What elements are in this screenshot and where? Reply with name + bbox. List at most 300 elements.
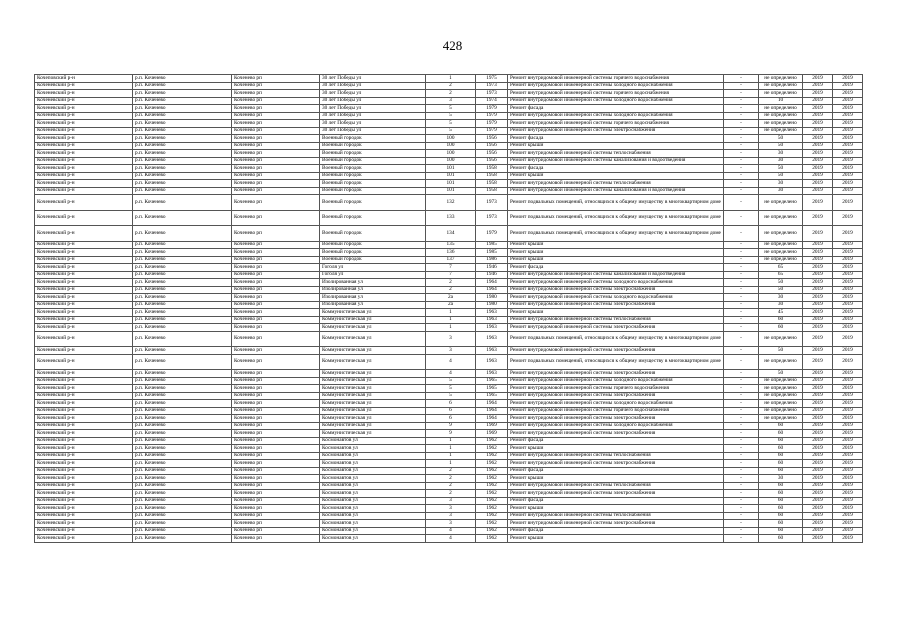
district-cell: Коченевский р-н (35, 490, 133, 498)
settlement-cell: р.п. Коченево (133, 112, 232, 120)
end-year-cell: 2019 (833, 271, 863, 279)
work-type-cell: Ремонт крыши (508, 505, 724, 513)
house-number-cell: 101 (426, 187, 476, 195)
work-type-cell: Ремонт крыши (508, 172, 724, 180)
district-cell: Коченевский р-н (35, 482, 133, 490)
work-type-cell: Ремонт внутридомовой инженерной системы электроснабжения (508, 415, 724, 423)
end-year-cell: 2019 (833, 497, 863, 505)
street-cell: Коммунистическая ул (320, 392, 426, 400)
end-year-cell: 2019 (833, 482, 863, 490)
locality-cell: Коченево рп (232, 180, 320, 188)
settlement-cell: р.п. Коченево (133, 210, 232, 226)
dash-cell: - (724, 324, 759, 332)
table-row (35, 294, 863, 302)
locality-cell: Коченево рп (232, 512, 320, 520)
locality-cell: Коченево рп (232, 354, 320, 370)
table-row (35, 249, 863, 257)
table-row (35, 150, 863, 158)
build-year-cell: 1963 (476, 309, 508, 317)
table-row (35, 120, 863, 128)
house-number-cell: 3 (426, 97, 476, 105)
table-row (35, 241, 863, 249)
street-cell: 30 лет Победы ул (320, 82, 426, 90)
start-year-cell: 2019 (803, 316, 833, 324)
settlement-cell: р.п. Коченево (133, 187, 232, 195)
end-year-cell: 2019 (833, 157, 863, 165)
house-number-cell: 5 (426, 127, 476, 135)
build-year-cell: 1962 (476, 460, 508, 468)
district-cell: Коченевский р-н (35, 157, 133, 165)
house-number-cell: 3 (426, 331, 476, 347)
table-row (35, 105, 863, 113)
district-cell: Коченевский р-н (35, 165, 133, 173)
cost-cell: 60 (759, 497, 803, 505)
table-row (35, 354, 863, 370)
work-type-cell: Ремонт внутридомовой инженерной системы холодного водоснабжения (508, 377, 724, 385)
district-cell: Коченевский р-н (35, 324, 133, 332)
end-year-cell: 2019 (833, 180, 863, 188)
work-type-cell: Ремонт крыши (508, 475, 724, 483)
locality-cell: Коченево рп (232, 482, 320, 490)
settlement-cell: р.п. Коченево (133, 120, 232, 128)
street-cell: Космонавтов ул (320, 475, 426, 483)
work-type-cell: Ремонт крыши (508, 142, 724, 150)
street-cell: Коммунистическая ул (320, 324, 426, 332)
street-cell: Космонавтов ул (320, 527, 426, 535)
start-year-cell: 2019 (803, 331, 833, 347)
start-year-cell: 2019 (803, 475, 833, 483)
start-year-cell: 2019 (803, 309, 833, 317)
work-type-cell: Ремонт подвальных помещений, относящихся к общему имуществу в многоквартирном доме (508, 195, 724, 211)
house-number-cell: 7 (426, 271, 476, 279)
dash-cell: - (724, 512, 759, 520)
house-number-cell: 2 (426, 286, 476, 294)
street-cell: Космонавтов ул (320, 437, 426, 445)
cost-cell: не определено (759, 392, 803, 400)
dash-cell: - (724, 520, 759, 528)
settlement-cell: р.п. Коченево (133, 512, 232, 520)
street-cell: Военный городок (320, 249, 426, 257)
cost-cell: не определено (759, 195, 803, 211)
build-year-cell: 1946 (476, 264, 508, 272)
work-type-cell: Ремонт крыши (508, 309, 724, 317)
cost-cell: 60 (759, 316, 803, 324)
table-row (35, 452, 863, 460)
work-type-cell: Ремонт внутридомовой инженерной системы электроснабжения (508, 430, 724, 438)
start-year-cell: 2019 (803, 407, 833, 415)
house-number-cell: 101 (426, 165, 476, 173)
work-type-cell: Ремонт внутридомовой инженерной системы горячего водоснабжения (508, 385, 724, 393)
build-year-cell: 1963 (476, 324, 508, 332)
cost-cell: не определено (759, 331, 803, 347)
start-year-cell: 2019 (803, 90, 833, 98)
street-cell: 30 лет Победы ул (320, 97, 426, 105)
table-row (35, 430, 863, 438)
settlement-cell: р.п. Коченево (133, 165, 232, 173)
build-year-cell: 1963 (476, 331, 508, 347)
dash-cell: - (724, 241, 759, 249)
house-number-cell: 7 (426, 264, 476, 272)
dash-cell: - (724, 392, 759, 400)
work-type-cell: Ремонт внутридомовой инженерной системы холодного водоснабжения (508, 400, 724, 408)
cost-cell: не определено (759, 226, 803, 242)
district-cell: Коченевский р-н (35, 309, 133, 317)
locality-cell: Коченево рп (232, 187, 320, 195)
table-row (35, 210, 863, 226)
start-year-cell: 2019 (803, 120, 833, 128)
cost-cell: 60 (759, 482, 803, 490)
table-row (35, 187, 863, 195)
district-cell: Коченевский р-н (35, 241, 133, 249)
table-row (35, 535, 863, 543)
end-year-cell: 2019 (833, 324, 863, 332)
house-number-cell: 1 (426, 452, 476, 460)
start-year-cell: 2019 (803, 400, 833, 408)
start-year-cell: 2019 (803, 535, 833, 543)
locality-cell: Коченево рп (232, 165, 320, 173)
table-row (35, 527, 863, 535)
street-cell: Космонавтов ул (320, 520, 426, 528)
dash-cell: - (724, 467, 759, 475)
cost-cell: 60 (759, 452, 803, 460)
settlement-cell: р.п. Коченево (133, 180, 232, 188)
cost-cell: 65 (759, 271, 803, 279)
cost-cell: 60 (759, 512, 803, 520)
district-cell: Коченевский р-н (35, 97, 133, 105)
district-cell: Коченевский р-н (35, 120, 133, 128)
dash-cell: - (724, 407, 759, 415)
dash-cell: - (724, 301, 759, 309)
house-number-cell: 100 (426, 135, 476, 143)
table-row (35, 324, 863, 332)
street-cell: Военный городок (320, 165, 426, 173)
cost-cell: 50 (759, 135, 803, 143)
start-year-cell: 2019 (803, 482, 833, 490)
district-cell: Коченевский р-н (35, 527, 133, 535)
dash-cell: - (724, 482, 759, 490)
build-year-cell: 1979 (476, 112, 508, 120)
street-cell: Коммунистическая ул (320, 331, 426, 347)
district-cell: Коченевский р-н (35, 226, 133, 242)
locality-cell: Коченево рп (232, 157, 320, 165)
street-cell: Космонавтов ул (320, 505, 426, 513)
work-type-cell: Ремонт внутридомовой инженерной системы горячего водоснабжения (508, 75, 724, 83)
start-year-cell: 2019 (803, 165, 833, 173)
end-year-cell: 2019 (833, 279, 863, 287)
start-year-cell: 2019 (803, 520, 833, 528)
street-cell: Коммунистическая ул (320, 415, 426, 423)
work-type-cell: Ремонт фасада (508, 437, 724, 445)
table-row (35, 482, 863, 490)
locality-cell: Коченево рп (232, 452, 320, 460)
dash-cell: - (724, 309, 759, 317)
work-type-cell: Ремонт внутридомовой инженерной системы канализования и водоотведения (508, 271, 724, 279)
dash-cell: - (724, 527, 759, 535)
table-row (35, 271, 863, 279)
dash-cell: - (724, 316, 759, 324)
work-type-cell: Ремонт внутридомовой инженерной системы электроснабжения (508, 460, 724, 468)
settlement-cell: р.п. Коченево (133, 354, 232, 370)
dash-cell: - (724, 400, 759, 408)
build-year-cell: 1962 (476, 512, 508, 520)
end-year-cell: 2019 (833, 82, 863, 90)
locality-cell: Коченево рп (232, 415, 320, 423)
table-row (35, 135, 863, 143)
street-cell: Космонавтов ул (320, 535, 426, 543)
locality-cell: Коченево рп (232, 422, 320, 430)
end-year-cell: 2019 (833, 400, 863, 408)
district-cell: Коченевский р-н (35, 460, 133, 468)
district-cell: Коченевский р-н (35, 112, 133, 120)
settlement-cell: р.п. Коченево (133, 301, 232, 309)
start-year-cell: 2019 (803, 210, 833, 226)
start-year-cell: 2019 (803, 377, 833, 385)
end-year-cell: 2019 (833, 75, 863, 83)
street-cell: Коммунистическая ул (320, 347, 426, 355)
table-row (35, 279, 863, 287)
build-year-cell: 1964 (476, 279, 508, 287)
cost-cell: не определено (759, 120, 803, 128)
locality-cell: Коченево рп (232, 127, 320, 135)
start-year-cell: 2019 (803, 392, 833, 400)
locality-cell: Коченево рп (232, 535, 320, 543)
house-number-cell: 1 (426, 316, 476, 324)
work-type-cell: Ремонт подвальных помещений, относящихся к общему имуществу в многоквартирном доме (508, 331, 724, 347)
street-cell: Коммунистическая ул (320, 400, 426, 408)
work-type-cell: Ремонт внутридомовой инженерной системы холодного водоснабжения (508, 97, 724, 105)
end-year-cell: 2019 (833, 226, 863, 242)
street-cell: Коммунистическая ул (320, 385, 426, 393)
build-year-cell: 1962 (476, 490, 508, 498)
work-type-cell: Ремонт внутридомовой инженерной системы электроснабжения (508, 520, 724, 528)
dash-cell: - (724, 271, 759, 279)
start-year-cell: 2019 (803, 226, 833, 242)
settlement-cell: р.п. Коченево (133, 127, 232, 135)
dash-cell: - (724, 105, 759, 113)
dash-cell: - (724, 210, 759, 226)
cost-cell: 65 (759, 264, 803, 272)
cost-cell: 30 (759, 157, 803, 165)
work-type-cell: Ремонт внутридомовой инженерной системы электроснабжения (508, 347, 724, 355)
end-year-cell: 2019 (833, 505, 863, 513)
build-year-cell: 1962 (476, 520, 508, 528)
build-year-cell: 1963 (476, 316, 508, 324)
dash-cell: - (724, 445, 759, 453)
end-year-cell: 2019 (833, 385, 863, 393)
street-cell: Коммунистическая ул (320, 309, 426, 317)
start-year-cell: 2019 (803, 172, 833, 180)
locality-cell: Коченево рп (232, 142, 320, 150)
locality-cell: Коченево рп (232, 475, 320, 483)
work-type-cell: Ремонт подвальных помещений, относящихся к общему имуществу в многоквартирном доме (508, 226, 724, 242)
street-cell: Изолированная ул (320, 286, 426, 294)
work-type-cell: Ремонт внутридомовой инженерной системы холодного водоснабжения (508, 422, 724, 430)
work-type-cell: Ремонт фасада (508, 264, 724, 272)
district-cell: Коченевский р-н (35, 301, 133, 309)
end-year-cell: 2019 (833, 430, 863, 438)
settlement-cell: р.п. Коченево (133, 157, 232, 165)
locality-cell: Коченево рп (232, 430, 320, 438)
district-cell: Коченевский р-н (35, 150, 133, 158)
work-type-cell: Ремонт внутридомовой инженерной системы теплоснабжения (508, 482, 724, 490)
house-number-cell: 101 (426, 180, 476, 188)
build-year-cell: 1965 (476, 385, 508, 393)
table-row (35, 264, 863, 272)
build-year-cell: 1985 (476, 249, 508, 257)
locality-cell: Коченево рп (232, 271, 320, 279)
settlement-cell: р.п. Коченево (133, 324, 232, 332)
district-cell: Коченевский р-н (35, 437, 133, 445)
dash-cell: - (724, 120, 759, 128)
district-cell: Коченевский р-н (35, 195, 133, 211)
locality-cell: Коченево рп (232, 195, 320, 211)
settlement-cell: р.п. Коченево (133, 172, 232, 180)
end-year-cell: 2019 (833, 120, 863, 128)
cost-cell: не определено (759, 241, 803, 249)
settlement-cell: р.п. Коченево (133, 460, 232, 468)
start-year-cell: 2019 (803, 467, 833, 475)
house-number-cell: 4 (426, 535, 476, 543)
house-number-cell: 2а (426, 294, 476, 302)
cost-cell: 10 (759, 97, 803, 105)
table-row (35, 301, 863, 309)
house-number-cell: 135 (426, 241, 476, 249)
table-row (35, 309, 863, 317)
end-year-cell: 2019 (833, 105, 863, 113)
start-year-cell: 2019 (803, 271, 833, 279)
locality-cell: Коченево рп (232, 279, 320, 287)
dash-cell: - (724, 347, 759, 355)
start-year-cell: 2019 (803, 187, 833, 195)
table-row (35, 75, 863, 83)
dash-cell: - (724, 437, 759, 445)
start-year-cell: 2019 (803, 422, 833, 430)
district-cell: Коченевский р-н (35, 180, 133, 188)
cost-cell: 60 (759, 460, 803, 468)
district-cell: Коченевский р-н (35, 400, 133, 408)
build-year-cell: 1956 (476, 142, 508, 150)
table-row (35, 82, 863, 90)
house-number-cell: 3 (426, 512, 476, 520)
start-year-cell: 2019 (803, 82, 833, 90)
locality-cell: Коченево рп (232, 90, 320, 98)
start-year-cell: 2019 (803, 347, 833, 355)
cost-cell: 60 (759, 430, 803, 438)
end-year-cell: 2019 (833, 172, 863, 180)
settlement-cell: р.п. Коченево (133, 452, 232, 460)
district-cell: Коченевский р-н (35, 82, 133, 90)
locality-cell: Коченево рп (232, 370, 320, 378)
end-year-cell: 2019 (833, 301, 863, 309)
table-row (35, 392, 863, 400)
work-type-cell: Ремонт внутридомовой инженерной системы холодного водоснабжения (508, 279, 724, 287)
street-cell: Космонавтов ул (320, 490, 426, 498)
cost-cell: 60 (759, 520, 803, 528)
house-number-cell: 6 (426, 415, 476, 423)
cost-cell: не определено (759, 105, 803, 113)
street-cell: Гоголя ул (320, 271, 426, 279)
locality-cell: Коченево рп (232, 135, 320, 143)
district-cell: Коченевский р-н (35, 452, 133, 460)
dash-cell: - (724, 370, 759, 378)
district-cell: Коченевский р-н (35, 415, 133, 423)
work-type-cell: Ремонт фасада (508, 165, 724, 173)
district-cell: Коченевский р-н (35, 172, 133, 180)
dash-cell: - (724, 75, 759, 83)
cost-cell: 50 (759, 142, 803, 150)
house-number-cell: 1 (426, 324, 476, 332)
district-cell: Коченевский р-н (35, 90, 133, 98)
start-year-cell: 2019 (803, 142, 833, 150)
house-number-cell: 137 (426, 256, 476, 264)
table-row (35, 331, 863, 347)
house-number-cell: 5 (426, 112, 476, 120)
table-row (35, 347, 863, 355)
locality-cell: Коченево рп (232, 150, 320, 158)
table-row (35, 90, 863, 98)
cost-cell: 60 (759, 527, 803, 535)
district-cell: Коченевский р-н (35, 316, 133, 324)
house-number-cell: 2а (426, 301, 476, 309)
start-year-cell: 2019 (803, 195, 833, 211)
end-year-cell: 2019 (833, 309, 863, 317)
dash-cell: - (724, 294, 759, 302)
dash-cell: - (724, 157, 759, 165)
build-year-cell: 1975 (476, 75, 508, 83)
end-year-cell: 2019 (833, 294, 863, 302)
cost-cell: 30 (759, 475, 803, 483)
street-cell: Космонавтов ул (320, 460, 426, 468)
work-type-cell: Ремонт внутридомовой инженерной системы теплоснабжения (508, 316, 724, 324)
start-year-cell: 2019 (803, 385, 833, 393)
dash-cell: - (724, 452, 759, 460)
cost-cell: не определено (759, 82, 803, 90)
district-cell: Коченевский р-н (35, 210, 133, 226)
locality-cell: Коченево рп (232, 120, 320, 128)
end-year-cell: 2019 (833, 407, 863, 415)
locality-cell: Коченево рп (232, 286, 320, 294)
settlement-cell: р.п. Коченево (133, 150, 232, 158)
settlement-cell: р.п. Коченево (133, 445, 232, 453)
house-number-cell: 4 (426, 370, 476, 378)
locality-cell: Коченево рп (232, 75, 320, 83)
house-number-cell: 2 (426, 490, 476, 498)
dash-cell: - (724, 165, 759, 173)
dash-cell: - (724, 150, 759, 158)
house-number-cell: 6 (426, 400, 476, 408)
end-year-cell: 2019 (833, 165, 863, 173)
district-cell: Коченевский р-н (35, 377, 133, 385)
work-type-cell: Ремонт внутридомовой инженерной системы холодного водоснабжения (508, 294, 724, 302)
house-number-cell: 5 (426, 377, 476, 385)
street-cell: Военный городок (320, 157, 426, 165)
street-cell: Военный городок (320, 241, 426, 249)
dash-cell: - (724, 385, 759, 393)
start-year-cell: 2019 (803, 460, 833, 468)
locality-cell: Коченево рп (232, 256, 320, 264)
locality-cell: Коченево рп (232, 294, 320, 302)
house-number-cell: 136 (426, 249, 476, 257)
house-number-cell: 1 (426, 437, 476, 445)
locality-cell: Коченево рп (232, 264, 320, 272)
table-row (35, 505, 863, 513)
build-year-cell: 1979 (476, 120, 508, 128)
dash-cell: - (724, 430, 759, 438)
house-number-cell: 1 (426, 445, 476, 453)
locality-cell: Коченево рп (232, 301, 320, 309)
locality-cell: Коченево рп (232, 505, 320, 513)
table-row (35, 467, 863, 475)
